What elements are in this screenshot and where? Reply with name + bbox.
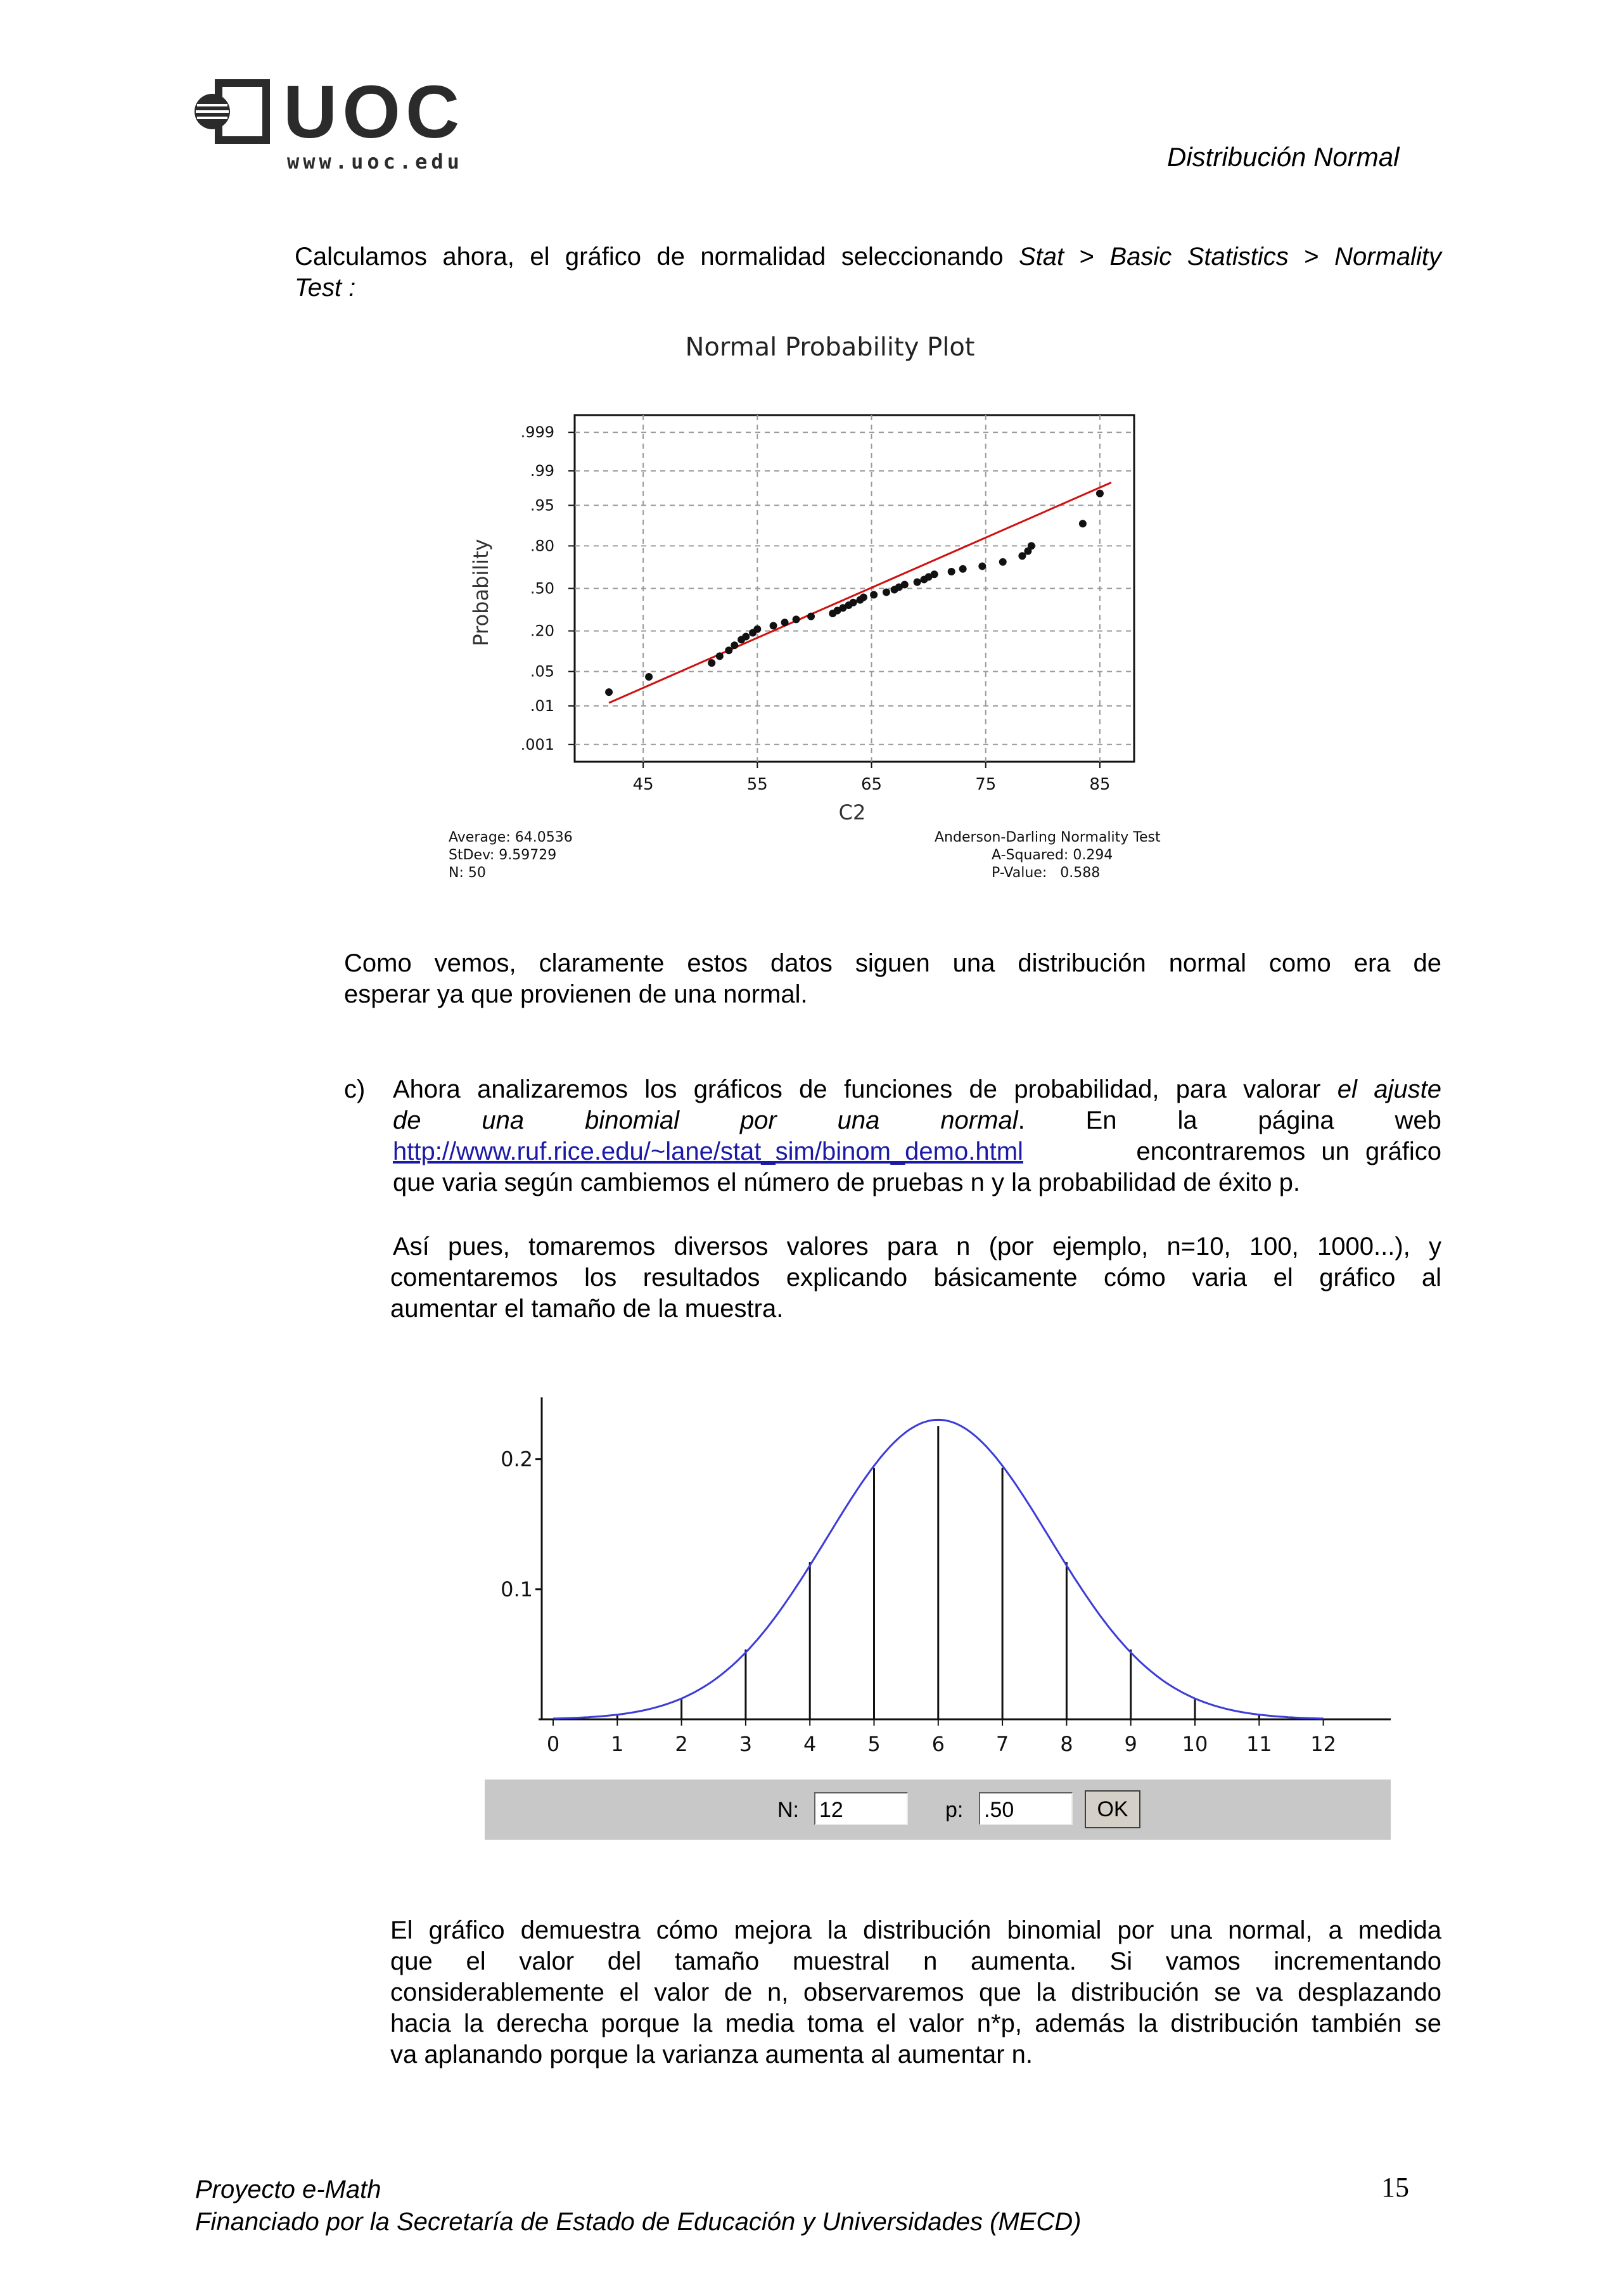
binom-xtick-label: 5 bbox=[867, 1732, 881, 1755]
item-c-marker: c) bbox=[344, 1075, 366, 1103]
intro-line-1: Calculamos ahora, el gráfico de normalidad seleccionando Stat > Basic Statistics > Normality bbox=[295, 243, 1442, 271]
binom-xtick-label: 3 bbox=[739, 1732, 753, 1755]
npp-ad-title: Anderson-Darling Normality Test bbox=[935, 830, 1161, 845]
p-label: p: bbox=[945, 1798, 964, 1822]
normal-probability-plot bbox=[431, 323, 1191, 881]
binom-xtick-label: 7 bbox=[995, 1732, 1009, 1755]
npp-ad-pvalue: P-Value: 0.588 bbox=[992, 865, 1101, 881]
item-c-line-1: Ahora analizaremos los gráficos de funciones de probabilidad, para valorar el ajuste bbox=[393, 1075, 1442, 1103]
logo-url: www.uoc.edu bbox=[287, 150, 463, 174]
binom-xtick-label: 9 bbox=[1124, 1732, 1137, 1755]
npp-xtick-label: 55 bbox=[746, 775, 768, 794]
p2-line-1: Así pues, tomaremos diversos valores para n (por ejemplo, n=10, 100, 1000...), y bbox=[393, 1233, 1441, 1260]
binom-xtick-label: 1 bbox=[611, 1732, 624, 1755]
npp-point bbox=[870, 591, 878, 599]
npp-stat-average: Average: 64.0536 bbox=[449, 830, 573, 845]
p3-line-3: considerablemente el valor de n, observaremos que la distribución se va desplazando bbox=[390, 1979, 1441, 2006]
npp-point bbox=[914, 578, 921, 586]
npp-point bbox=[770, 622, 777, 629]
p2-line-3: aumentar el tamaño de la muestra. bbox=[390, 1295, 784, 1323]
npp-xlabel: C2 bbox=[838, 800, 866, 824]
logo-text: UOC bbox=[283, 70, 465, 154]
ok-button[interactable]: OK bbox=[1085, 1790, 1140, 1828]
binom-xtick-label: 11 bbox=[1246, 1732, 1272, 1755]
menu-normality-test: Test : bbox=[295, 274, 356, 302]
npp-point bbox=[1096, 490, 1104, 497]
p3-line-4: hacia la derecha porque la media toma el valor n*p, además la distribución también se bbox=[390, 2010, 1441, 2037]
npp-ytick-label: .001 bbox=[520, 735, 554, 754]
footer-funding: Financiado por la Secretaría de Estado de Educación y Universidades (MECD) bbox=[195, 2208, 1082, 2236]
binom-xtick-label: 0 bbox=[546, 1732, 560, 1755]
npp-point bbox=[978, 562, 986, 570]
npp-point bbox=[901, 581, 909, 589]
npp-stat-stdev: StDev: 9.59729 bbox=[449, 847, 557, 863]
npp-ytick-label: .01 bbox=[530, 696, 554, 715]
npp-point bbox=[860, 594, 867, 601]
npp-ytick-label: .999 bbox=[520, 423, 554, 442]
uoc-logo bbox=[193, 70, 465, 176]
p3-line-5: va aplanando porque la varianza aumenta al aumentar n. bbox=[390, 2041, 1033, 2068]
p-input[interactable]: .50 bbox=[979, 1792, 1073, 1825]
menu-basic-statistics: Basic Statistics bbox=[1109, 243, 1289, 271]
uoc-logo-icon bbox=[193, 78, 272, 148]
p3-line-2: que el valor del tamaño muestral n aumenta. Si vamos incrementando bbox=[390, 1947, 1441, 1975]
binom-xtick-label: 4 bbox=[803, 1732, 817, 1755]
npp-point bbox=[742, 633, 750, 641]
paragraph-explanation bbox=[390, 1915, 1441, 2070]
npp-ytick-label: .05 bbox=[530, 662, 554, 681]
item-c-line-3: http://www.ruf.rice.edu/~lane/stat_sim/binom_demo.html encontraremos un gráfico bbox=[393, 1136, 1441, 1167]
npp-point bbox=[948, 568, 955, 575]
npp-point bbox=[708, 659, 715, 667]
npp-point bbox=[716, 652, 724, 660]
npp-ytick-label: .80 bbox=[530, 537, 554, 555]
menu-normality: Normality bbox=[1334, 243, 1442, 271]
binomial-plot bbox=[469, 1382, 1394, 1755]
binom-controls bbox=[485, 1780, 1391, 1840]
p1-line-1: Como vemos, claramente estos datos siguen una distribución normal como era de bbox=[344, 949, 1441, 977]
footer-project: Proyecto e-Math bbox=[195, 2176, 381, 2203]
npp-ad-asquared: A-Squared: 0.294 bbox=[992, 847, 1113, 863]
paragraph-conclusion bbox=[344, 948, 1441, 1010]
npp-point bbox=[807, 613, 815, 620]
npp-point bbox=[753, 625, 761, 633]
binom-ytick-label: 0.1 bbox=[501, 1577, 533, 1601]
npp-point bbox=[1028, 542, 1035, 549]
binom-xtick-label: 6 bbox=[931, 1732, 945, 1755]
p2-line-2: comentaremos los resultados explicando básicamente cómo varia el gráfico al bbox=[390, 1264, 1441, 1292]
item-c-line-4: que varia según cambiemos el número de pruebas n y la probabilidad de éxito p. bbox=[393, 1169, 1300, 1196]
npp-point bbox=[645, 673, 653, 681]
npp-ytick-label: .20 bbox=[530, 622, 554, 640]
npp-xtick-label: 85 bbox=[1089, 775, 1111, 794]
npp-point bbox=[781, 619, 789, 626]
npp-point bbox=[959, 565, 967, 573]
paragraph-instructions bbox=[390, 1231, 1441, 1324]
npp-point bbox=[725, 646, 732, 654]
npp-xtick-label: 45 bbox=[632, 775, 654, 794]
item-c-paragraph bbox=[393, 1074, 1441, 1198]
binom-xtick-label: 8 bbox=[1060, 1732, 1073, 1755]
binom-xtick-label: 2 bbox=[675, 1732, 688, 1755]
npp-point bbox=[883, 588, 890, 596]
p1-line-2: esperar ya que provienen de una normal. bbox=[344, 980, 808, 1008]
npp-xtick-label: 75 bbox=[975, 775, 997, 794]
npp-xtick-label: 65 bbox=[860, 775, 883, 794]
npp-stat-n: N: 50 bbox=[449, 865, 486, 881]
npp-point bbox=[731, 641, 738, 649]
npp-point bbox=[999, 558, 1007, 566]
section-title: Distribución Normal bbox=[1167, 142, 1400, 172]
npp-point bbox=[850, 599, 857, 606]
n-input[interactable]: 12 bbox=[814, 1792, 908, 1825]
npp-title: Normal Probability Plot bbox=[685, 333, 975, 362]
npp-point bbox=[1079, 520, 1087, 527]
p3-line-1: El gráfico demuestra cómo mejora la distribución binomial por una normal, a medida bbox=[390, 1916, 1441, 1944]
binom-xtick-label: 12 bbox=[1310, 1732, 1336, 1755]
binom-ytick-label: 0.2 bbox=[501, 1447, 533, 1472]
npp-point bbox=[793, 615, 800, 623]
intro-paragraph bbox=[295, 241, 1441, 304]
npp-point bbox=[931, 570, 938, 578]
page-number: 15 bbox=[1381, 2172, 1409, 2203]
npp-ytick-label: .99 bbox=[530, 462, 554, 480]
item-c-line-2: de una binomial por una normal. En la página web bbox=[393, 1106, 1441, 1134]
npp-ytick-label: .50 bbox=[530, 579, 554, 598]
binom-demo-link[interactable]: http://www.ruf.rice.edu/~lane/stat_sim/binom_demo.html bbox=[393, 1138, 1023, 1165]
npp-point bbox=[605, 688, 613, 696]
npp-ylabel: Probability bbox=[469, 539, 493, 646]
n-label: N: bbox=[777, 1798, 799, 1822]
npp-ytick-label: .95 bbox=[530, 496, 554, 515]
binom-xtick-label: 10 bbox=[1182, 1732, 1208, 1755]
menu-stat: Stat bbox=[1019, 243, 1064, 271]
